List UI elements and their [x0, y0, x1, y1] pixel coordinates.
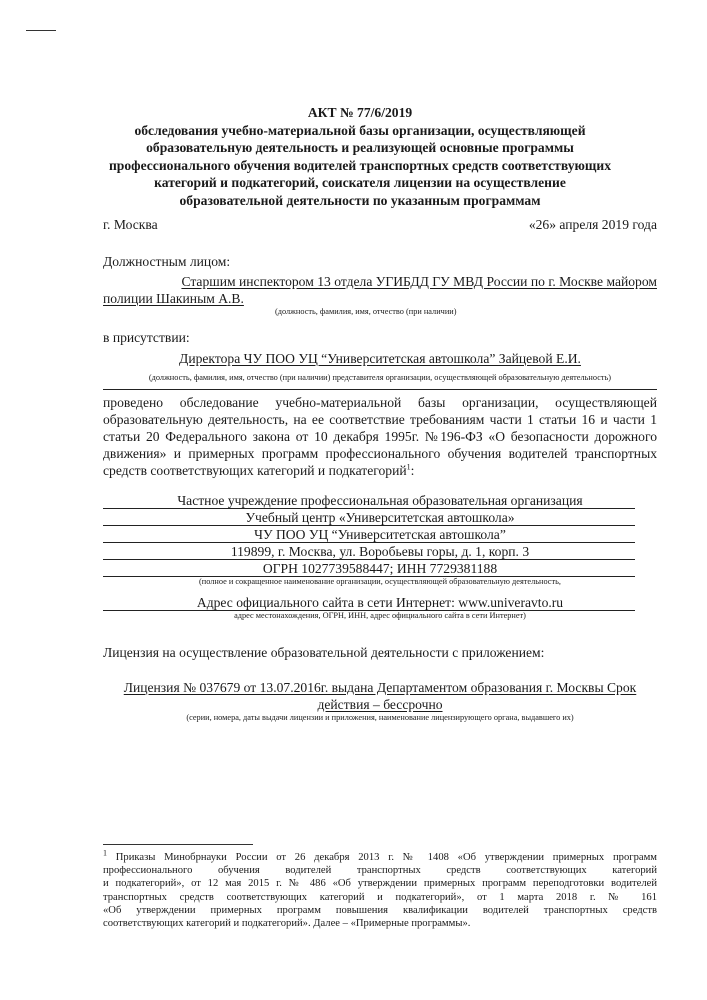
title-line: обследования учебно-материальной базы организации, осуществляющей [134, 122, 586, 138]
license-line-2: действия – бессрочно [317, 697, 443, 712]
footnote-line: профессионального обучения водителей транспортных средств соответствующих категорий [103, 865, 657, 877]
license-line-1: Лицензия № 037679 от 13.07.2016г. выдана Департаментом образования г. Москвы Срок [123, 680, 637, 695]
footnote-text: Приказы Минобрнауки России от 26 декабря 2013 г. № 1408 «Об утверждении примерных программ [115, 852, 657, 863]
footnote-mark: 1 [103, 848, 107, 858]
body-last-tail: : [410, 463, 415, 478]
footnote [103, 848, 657, 930]
presence-value: Директора ЧУ ПОО УЦ “Университетская автошкола” Зайцевой Е.И. [179, 351, 581, 366]
title-line: образовательную деятельность и реализующей основные программы [146, 140, 574, 155]
body-line: движения» и примерных программ профессионального обучения водителей транспортных [103, 446, 657, 461]
footnote-line: «Об утверждении примерных программ повышения квалификации водителей транспортных средств [103, 904, 657, 916]
org-line: ЧУ ПОО УЦ “Университетская автошкола” [254, 527, 506, 542]
footnote-line: и подкатегорий», от 12 мая 2015 г. № 486 «Об утверждении примерных программ переподготовки водителей [103, 878, 657, 890]
body-last-line [103, 462, 414, 479]
footnote-last-line: соответствующих категорий и подкатегорий». Далее – «Примерные программы». [103, 918, 471, 930]
org-line: Частное учреждение профессиональная образовательная организация [177, 493, 583, 508]
license-label: Лицензия на осуществление образовательной деятельности с приложением: [103, 645, 545, 660]
footnote-separator [103, 844, 253, 845]
official-caption: (должность, фамилия, имя, отчество (при наличии) [275, 307, 457, 316]
official-label: Должностным лицом: [103, 254, 231, 269]
place: г. Москва [103, 217, 158, 232]
presence-label: в присутствии: [103, 330, 190, 345]
divider [103, 389, 657, 390]
body-line: проведено обследование учебно-материальной базы организации, осуществляющей [103, 395, 657, 410]
body-line: образовательную деятельность, на ее соответствие требованиям части 1 статьи 16 и части 1 [103, 412, 657, 427]
document-title [80, 104, 640, 209]
official-line-2: полиции Шакиным А.В. [103, 291, 244, 306]
body-last-text: средств соответствующих категорий и подкатегорий [103, 463, 407, 478]
footnote-line [103, 848, 657, 864]
license-caption: (серии, номера, даты выдачи лицензии и приложения, наименование лицензирующего органа, выдавшего их) [186, 713, 574, 722]
act-number: АКТ № 77/6/2019 [307, 105, 413, 120]
website-caption: адрес местонахождения, ОГРН, ИНН, адрес официального сайта в сети Интернет) [234, 611, 526, 620]
org-line: ОГРН 1027739588447; ИНН 7729381188 [262, 561, 498, 576]
org-line: Учебный центр «Университетская автошкола» [245, 510, 515, 525]
body-line: статьи 20 Федерального закона от 10 декабря 1995г. №196-ФЗ «О безопасности дорожного [103, 429, 657, 444]
title-line: профессионального обучения водителей транспортных средств соответствующих [108, 157, 612, 173]
title-line: категорий и подкатегорий, соискателя лицензии на осуществление [154, 175, 566, 190]
footnote-line: транспортных средств соответствующих категорий и подкатегорий», от 1 марта 2018 г. № 161 [103, 891, 657, 903]
footnote-ref[interactable]: 1 [406, 462, 411, 472]
date: «26» апреля 2019 года [528, 217, 657, 232]
corner-mark [26, 30, 56, 31]
org-caption: (полное и сокращенное наименование организации, осуществляющей образовательную деятельность, [199, 577, 561, 586]
website: Адрес официального сайта в сети Интернет: www.univeravto.ru [196, 595, 564, 610]
presence-caption: (должность, фамилия, имя, отчество (при наличии) представителя организации, осуществляющей образовательную деятельность) [148, 373, 612, 382]
official-line-1: Старшим инспектором 13 отдела УГИБДД ГУ МВД России по г. Москве майором [181, 274, 657, 289]
org-line: 119899, г. Москва, ул. Воробьевы горы, д. 1, корп. 3 [230, 544, 530, 559]
title-line: образовательной деятельности по указанным программам [179, 192, 541, 208]
